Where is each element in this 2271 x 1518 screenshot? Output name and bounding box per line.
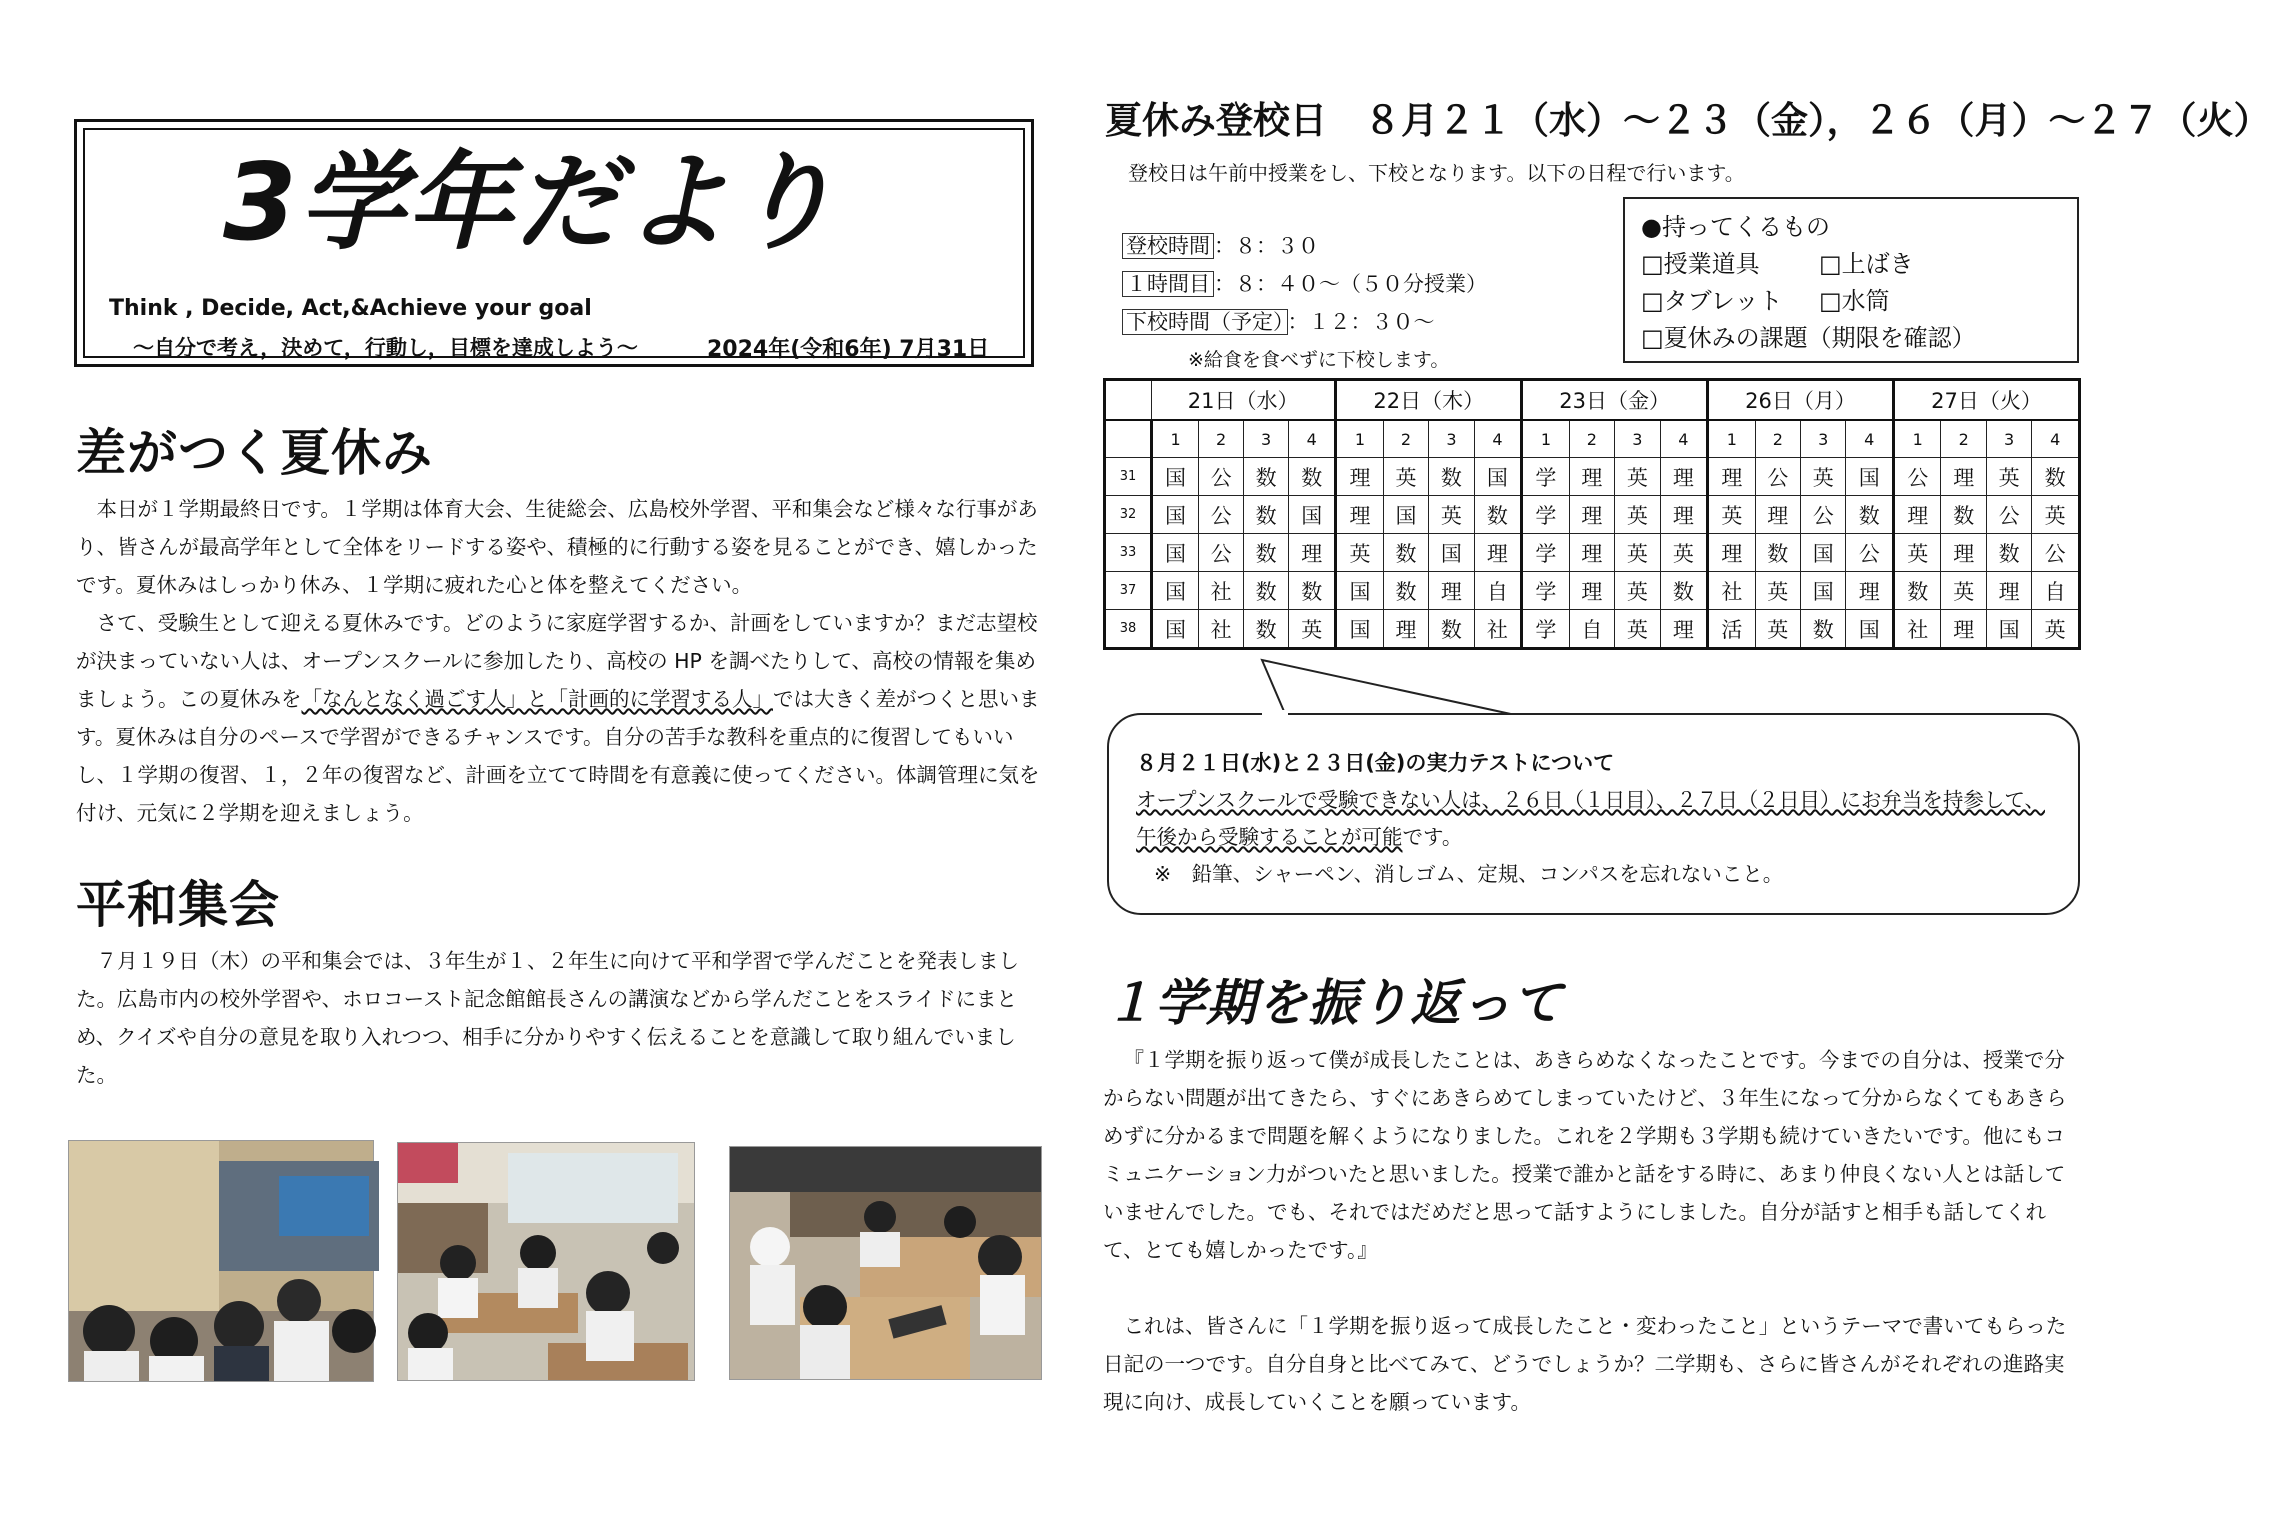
subject-cell: 数 xyxy=(1429,458,1474,496)
subject-cell: 公 xyxy=(1846,534,1894,572)
subject-cell: 数 xyxy=(1846,496,1894,534)
subject-cell: 理 xyxy=(1941,534,1986,572)
subject-cell: 国 xyxy=(1336,572,1384,610)
subject-cell: 社 xyxy=(1474,610,1522,649)
subject-cell: 英 xyxy=(1336,534,1384,572)
subject-cell: 数 xyxy=(1383,534,1428,572)
subject-cell: 数 xyxy=(1893,572,1941,610)
subject-cell: 英 xyxy=(1615,610,1660,649)
subject-cell: 国 xyxy=(1152,534,1199,572)
classroom-photo-1 xyxy=(68,1140,374,1382)
corner-cell xyxy=(1105,420,1152,458)
subject-cell: 英 xyxy=(1429,496,1474,534)
subject-cell: 国 xyxy=(1152,496,1199,534)
period-number: 3 xyxy=(1244,420,1289,458)
newsletter-title: 3学年だより xyxy=(223,141,839,264)
items-to-bring-title: ●持ってくるもの xyxy=(1641,213,1830,241)
subject-cell: 理 xyxy=(1569,458,1614,496)
subject-cell: 数 xyxy=(1801,610,1846,649)
issue-date: 2024年(令和6年) 7月31日 xyxy=(707,337,990,362)
subject-cell: 国 xyxy=(1152,458,1199,496)
test-note-supplies: ※ 鉛筆、シャーペン、消しゴム、定規、コンパスを忘れないこと。 xyxy=(1154,862,1784,886)
summer-paragraph-2 xyxy=(76,604,1048,832)
summer-paragraph-2-underline: 「なんとなく過ごす人」と「計画的に学習する人」 xyxy=(301,687,773,711)
period-number: 4 xyxy=(1660,420,1708,458)
subject-cell: 英 xyxy=(1615,534,1660,572)
time-label: 下校時間（予定） xyxy=(1122,309,1288,335)
subject-cell: 英 xyxy=(1986,458,2031,496)
timetable-period-row xyxy=(1105,420,2080,458)
item-summer-homework: □夏休みの課題（期限を確認） xyxy=(1641,324,1976,352)
subject-cell: 公 xyxy=(1893,458,1941,496)
subject-cell: 公 xyxy=(1199,458,1244,496)
class-number: 38 xyxy=(1105,610,1152,649)
subject-cell: 理 xyxy=(1846,572,1894,610)
period-number: 2 xyxy=(1941,420,1986,458)
motto: Think , Decide, Act,&Achieve your goal xyxy=(109,296,592,321)
subject-cell: 数 xyxy=(1244,534,1289,572)
day-header: 27日（火） xyxy=(1893,380,2079,421)
subject-cell: 理 xyxy=(1429,572,1474,610)
period-number: 4 xyxy=(1289,420,1336,458)
subject-cell: 理 xyxy=(1474,534,1522,572)
bubble-pointer xyxy=(1240,658,1540,718)
subject-cell: 数 xyxy=(1474,496,1522,534)
subject-cell: 数 xyxy=(1244,458,1289,496)
subject-cell: 国 xyxy=(1336,610,1384,649)
table-row xyxy=(1105,496,2080,534)
subject-cell: 英 xyxy=(1755,610,1800,649)
subject-cell: 理 xyxy=(1941,458,1986,496)
peace-heading: 平和集会 xyxy=(76,876,280,934)
items-row xyxy=(1641,320,2061,357)
subject-cell: 自 xyxy=(1569,610,1614,649)
timetable xyxy=(1103,378,2081,650)
subject-cell: 数 xyxy=(1244,572,1289,610)
summer-paragraph-1: 本日が１学期最終日です。１学期は体育大会、生徒総会、広島校外学習、平和集会など様々な行事があり、皆さんが最高学年として全体をリードする姿や、積極的に行動する姿を見ることができ、嬉しかったです。夏休みはしっかり休み、１学期に疲れた心と体を整えてください。 xyxy=(76,497,1038,597)
subject-cell: 国 xyxy=(1383,496,1428,534)
subject-cell: 数 xyxy=(1429,610,1474,649)
subject-cell: 数 xyxy=(2032,458,2080,496)
subject-cell: 英 xyxy=(1615,572,1660,610)
subject-cell: 理 xyxy=(1569,496,1614,534)
subject-cell: 数 xyxy=(1941,496,1986,534)
period-number: 1 xyxy=(1708,420,1756,458)
subject-cell: 理 xyxy=(1660,610,1708,649)
subject-cell: 理 xyxy=(1660,496,1708,534)
subject-cell: 学 xyxy=(1522,496,1570,534)
subject-cell: 英 xyxy=(1708,496,1756,534)
subject-cell: 理 xyxy=(1986,572,2031,610)
period-number: 2 xyxy=(1383,420,1428,458)
class-number: 37 xyxy=(1105,572,1152,610)
subject-cell: 国 xyxy=(1152,610,1199,649)
bubble-pointer-gap xyxy=(1262,710,1288,718)
subject-cell: 公 xyxy=(1199,496,1244,534)
time-label: １時間目 xyxy=(1122,271,1214,297)
subject-cell: 英 xyxy=(1289,610,1336,649)
lunch-note: ※給食を食べずに下校します。 xyxy=(1188,349,1450,371)
reflection-heading: １学期を振り返って xyxy=(1104,974,1563,1032)
subject-cell: 社 xyxy=(1708,572,1756,610)
summer-paragraph-2-end: では大きく差がつくと思います。夏休みは自分のペースで学習ができるチャンスです。自分の苦手な教科を重点的に復習してもいいし、１学期の復習、１，２年の復習など、計画を立てて時間を有意義に使ってください。体調管理に気を付け、元気に２学期を迎えましょう。 xyxy=(76,687,1040,825)
test-note-title: ８月２１日(水)と２３日(金)の実力テストについて xyxy=(1136,751,1615,775)
subject-cell: 社 xyxy=(1199,610,1244,649)
subject-cell: 数 xyxy=(1383,572,1428,610)
subject-cell: 数 xyxy=(1244,610,1289,649)
items-to-bring-box xyxy=(1623,197,2079,363)
subject-cell: 公 xyxy=(1986,496,2031,534)
time-value: ：８：４０～（５０分授業） xyxy=(1214,272,1487,296)
subject-cell: 社 xyxy=(1893,610,1941,649)
subject-cell: 英 xyxy=(1383,458,1428,496)
period-number: 3 xyxy=(1986,420,2031,458)
table-row xyxy=(1105,572,2080,610)
subject-cell: 英 xyxy=(1941,572,1986,610)
subject-cell: 英 xyxy=(1755,572,1800,610)
classroom-photo-2 xyxy=(397,1142,695,1381)
time-row-first-period xyxy=(1122,268,1487,298)
subject-cell: 学 xyxy=(1522,458,1570,496)
period-number: 2 xyxy=(1569,420,1614,458)
period-number: 4 xyxy=(2032,420,2080,458)
masthead-inner-frame xyxy=(83,128,1025,362)
subject-cell: 英 xyxy=(2032,496,2080,534)
subject-cell: 国 xyxy=(1429,534,1474,572)
subject-cell: 国 xyxy=(1846,610,1894,649)
item-class-supplies: □授業道具 xyxy=(1641,250,1760,278)
subject-cell: 国 xyxy=(1846,458,1894,496)
subject-cell: 国 xyxy=(1474,458,1522,496)
masthead xyxy=(74,119,1034,367)
subject-cell: 英 xyxy=(1893,534,1941,572)
subject-cell: 理 xyxy=(1708,458,1756,496)
subject-cell: 学 xyxy=(1522,610,1570,649)
time-row-arrival xyxy=(1122,230,1319,260)
subject-cell: 数 xyxy=(1660,572,1708,610)
corner-cell xyxy=(1105,380,1152,421)
subject-cell: 国 xyxy=(1986,610,2031,649)
subject-cell: 国 xyxy=(1801,534,1846,572)
subject-cell: 理 xyxy=(1941,610,1986,649)
period-number: 2 xyxy=(1755,420,1800,458)
period-number: 4 xyxy=(1474,420,1522,458)
subject-cell: 理 xyxy=(1569,572,1614,610)
classroom-photo-3 xyxy=(729,1146,1042,1380)
subject-cell: 英 xyxy=(1801,458,1846,496)
subject-cell: 理 xyxy=(1755,496,1800,534)
subject-cell: 数 xyxy=(1244,496,1289,534)
subject-cell: 理 xyxy=(1893,496,1941,534)
day-header: 22日（木） xyxy=(1336,380,1522,421)
schedule-intro: 登校日は午前中授業をし、下校となります。以下の日程で行います。 xyxy=(1128,161,1745,185)
period-number: 4 xyxy=(1846,420,1894,458)
reflection-body xyxy=(1103,1041,2073,1421)
subject-cell: 理 xyxy=(1336,496,1384,534)
subject-cell: 英 xyxy=(1660,534,1708,572)
period-number: 3 xyxy=(1801,420,1846,458)
subject-cell: 理 xyxy=(1383,610,1428,649)
test-note-end: です。 xyxy=(1402,825,1463,849)
subject-cell: 数 xyxy=(1289,572,1336,610)
peace-paragraph: ７月１９日（木）の平和集会では、３年生が１、２年生に向けて平和学習で学んだことを発表しました。広島市内の校外学習や、ホロコースト記念館館長さんの講演などから学んだことをスライドにまとめ、クイズや自分の意見を取り入れつつ、相手に分かりやすく伝えることを意識して取り組んでいました。 xyxy=(76,949,1019,1087)
test-note-bubble xyxy=(1107,713,2080,915)
item-tablet: □タブレット xyxy=(1641,287,1783,315)
item-indoor-shoes: □上ばき xyxy=(1819,250,1914,278)
reflection-quote: 『１学期を振り返って僕が成長したことは、あきらめなくなったことです。今までの自分は、授業で分からない問題が出てきたら、すぐにあきらめてしまっていたけど、３年生になって分からなくてもあきらめずに分かるまで問題を解くようになりました。これを２学期も３学期も続けていきたいです。他にもコミュニケーション力がついたと思いました。授業で誰かと話をする時に、あまり仲良くない人とは話していませんでした。でも、それではだめだと思って話すようにしました。自分が話すと相手も話してくれて、とても嬉しかったです。』 xyxy=(1103,1048,2067,1262)
subject-cell: 理 xyxy=(1336,458,1384,496)
period-number: 1 xyxy=(1336,420,1384,458)
subject-cell: 理 xyxy=(1569,534,1614,572)
summer-body xyxy=(76,490,1048,832)
day-header: 23日（金） xyxy=(1522,380,1708,421)
class-number: 31 xyxy=(1105,458,1152,496)
subject-cell: 理 xyxy=(1660,458,1708,496)
subject-cell: 国 xyxy=(1801,572,1846,610)
table-row xyxy=(1105,534,2080,572)
subject-cell: 数 xyxy=(1986,534,2031,572)
summer-heading: 差がつく夏休み xyxy=(76,424,433,482)
period-number: 1 xyxy=(1522,420,1570,458)
table-row xyxy=(1105,610,2080,649)
subject-cell: 理 xyxy=(1708,534,1756,572)
time-value: ：１２：３０～ xyxy=(1287,310,1435,334)
class-number: 32 xyxy=(1105,496,1152,534)
table-row xyxy=(1105,458,2080,496)
period-number: 1 xyxy=(1152,420,1199,458)
subject-cell: 英 xyxy=(1615,458,1660,496)
reflection-closing: これは、皆さんに「１学期を振り返って成長したこと・変わったこと」というテーマで書いてもらった日記の一つです。自分自身と比べてみて、どうでしょうか？二学期も、さらに皆さんがそれぞれの進路実現に向け、成長していくことを願っています。 xyxy=(1103,1314,2067,1414)
time-value: ：８：３０ xyxy=(1214,234,1319,258)
timetable-day-row xyxy=(1105,380,2080,421)
subject-cell: 英 xyxy=(2032,610,2080,649)
period-number: 3 xyxy=(1615,420,1660,458)
motto-japanese: ～自分で考え，決めて，行動し，目標を達成しよう～ xyxy=(133,336,638,360)
subject-cell: 国 xyxy=(1289,496,1336,534)
test-note-body xyxy=(1136,782,2056,856)
subject-cell: 社 xyxy=(1199,572,1244,610)
subject-cell: 学 xyxy=(1522,572,1570,610)
day-header: 21日（水） xyxy=(1152,380,1336,421)
summer-paragraph-2-start: さて、受験生として迎える夏休みです。どのように家庭学習するか、計画をしていますか？まだ志望校が決まっていない人は、オープンスクールに参加したり、高校の HP を調べたりして、高校の情報を集めましょう。この夏休みを xyxy=(76,611,1038,711)
day-header: 26日（月） xyxy=(1708,380,1894,421)
subject-cell: 公 xyxy=(1755,458,1800,496)
subject-cell: 公 xyxy=(2032,534,2080,572)
time-row-dismissal xyxy=(1122,306,1435,336)
period-number: 3 xyxy=(1429,420,1474,458)
subject-cell: 活 xyxy=(1708,610,1756,649)
subject-cell: 理 xyxy=(1289,534,1336,572)
class-number: 33 xyxy=(1105,534,1152,572)
period-number: 2 xyxy=(1199,420,1244,458)
subject-cell: 数 xyxy=(1289,458,1336,496)
peace-body xyxy=(76,942,1048,1094)
items-row xyxy=(1641,283,2061,320)
subject-cell: 公 xyxy=(1199,534,1244,572)
time-label: 登校時間 xyxy=(1122,233,1214,259)
item-water-bottle: □水筒 xyxy=(1819,287,1890,315)
subject-cell: 数 xyxy=(1755,534,1800,572)
schedule-title: 夏休み登校日 ８月２１（水）～２３（金），２６（月）～２７（火） xyxy=(1105,99,2271,142)
subject-cell: 学 xyxy=(1522,534,1570,572)
subject-cell: 公 xyxy=(1801,496,1846,534)
subject-cell: 国 xyxy=(1152,572,1199,610)
subject-cell: 自 xyxy=(2032,572,2080,610)
subject-cell: 英 xyxy=(1615,496,1660,534)
subject-cell: 自 xyxy=(1474,572,1522,610)
test-note-underline: オープンスクールで受験できない人は、２６日（１日目）、２７日（２日目）にお弁当を持参して、午後から受験することが可能 xyxy=(1136,788,2045,849)
period-number: 1 xyxy=(1893,420,1941,458)
items-row xyxy=(1641,246,2061,283)
